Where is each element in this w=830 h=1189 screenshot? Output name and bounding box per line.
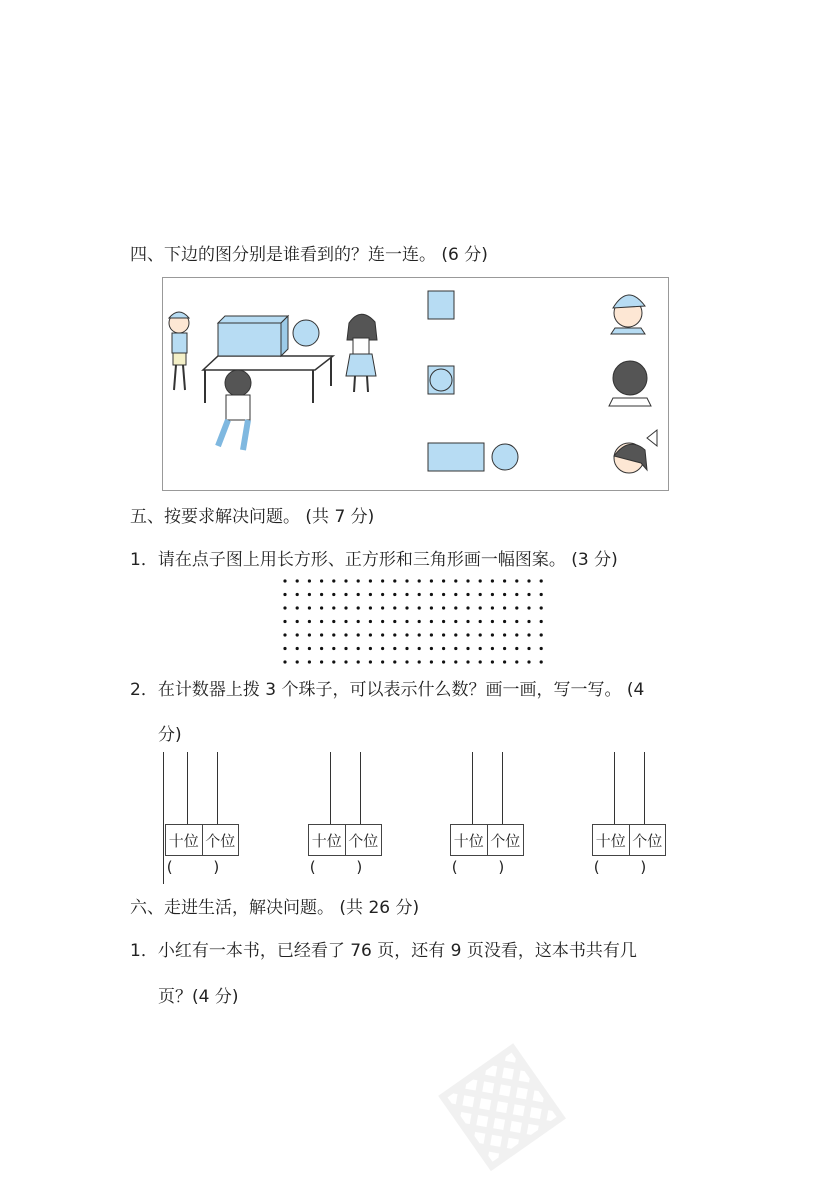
grid-dot bbox=[332, 660, 335, 663]
grid-dot bbox=[393, 606, 396, 609]
grid-dot bbox=[405, 579, 408, 582]
abacus-2[interactable] bbox=[308, 752, 382, 876]
grid-dot bbox=[540, 579, 543, 582]
grid-dot bbox=[466, 647, 469, 650]
grid-dot bbox=[418, 606, 421, 609]
grid-dot bbox=[296, 660, 299, 663]
boy-with-cap bbox=[169, 312, 189, 390]
grid-dot bbox=[540, 593, 543, 596]
grid-dot bbox=[503, 606, 506, 609]
grid-dot bbox=[381, 606, 384, 609]
girl-with-bow bbox=[346, 314, 377, 392]
grid-dot bbox=[308, 660, 311, 663]
grid-dot bbox=[405, 647, 408, 650]
grid-dot bbox=[479, 593, 482, 596]
grid-dot bbox=[344, 660, 347, 663]
grid-dot bbox=[466, 606, 469, 609]
grid-dot bbox=[540, 647, 543, 650]
grid-dot bbox=[454, 620, 457, 623]
scene-illustration bbox=[163, 278, 668, 490]
grid-dot bbox=[283, 606, 286, 609]
grid-dot bbox=[393, 633, 396, 636]
section5-heading: 五、按要求解决问题。 (共 7 分) bbox=[130, 507, 375, 527]
grid-dot bbox=[430, 660, 433, 663]
view-square bbox=[428, 291, 454, 319]
grid-dot bbox=[308, 606, 311, 609]
grid-dot bbox=[466, 633, 469, 636]
grid-dot bbox=[442, 620, 445, 623]
grid-dot bbox=[503, 579, 506, 582]
head-boy-with-cap bbox=[611, 295, 645, 334]
grid-dot bbox=[393, 620, 396, 623]
section6-q1-line1: 1．小红有一本书，已经看了 76 页，还有 9 页没看，这本书共有几 bbox=[130, 941, 637, 961]
grid-dot bbox=[491, 633, 494, 636]
grid-dot bbox=[320, 620, 323, 623]
grid-dot bbox=[320, 647, 323, 650]
dot-grid[interactable] bbox=[282, 578, 548, 666]
ones-label: 个位 bbox=[629, 825, 666, 855]
grid-dot bbox=[479, 633, 482, 636]
ones-label: 个位 bbox=[345, 825, 382, 855]
section5-q2-line1: 2．在计数器上拨 3 个珠子，可以表示什么数？画一画，写一写。 (4 bbox=[130, 680, 645, 700]
grid-dot bbox=[320, 579, 323, 582]
table bbox=[203, 356, 333, 403]
grid-dot bbox=[369, 579, 372, 582]
view-square-with-circle bbox=[428, 366, 454, 394]
section4-heading: 四、下边的图分别是谁看到的？连一连。 (6 分) bbox=[130, 245, 488, 265]
grid-dot bbox=[503, 660, 506, 663]
grid-dot bbox=[491, 579, 494, 582]
grid-dot bbox=[283, 633, 286, 636]
boy-from-behind bbox=[218, 370, 251, 450]
grid-dot bbox=[393, 647, 396, 650]
grid-dot bbox=[296, 647, 299, 650]
tens-label: 十位 bbox=[168, 831, 199, 850]
grid-dot bbox=[527, 633, 530, 636]
grid-dot bbox=[430, 579, 433, 582]
ones-label: 个位 bbox=[202, 825, 239, 855]
grid-dot bbox=[527, 606, 530, 609]
grid-dot bbox=[320, 660, 323, 663]
grid-dot bbox=[381, 660, 384, 663]
grid-dot bbox=[527, 620, 530, 623]
grid-dot bbox=[540, 620, 543, 623]
ones-label: 个位 bbox=[487, 825, 524, 855]
grid-dot bbox=[527, 579, 530, 582]
grid-dot bbox=[283, 647, 286, 650]
grid-dot bbox=[454, 593, 457, 596]
grid-dot bbox=[454, 606, 457, 609]
grid-dot bbox=[296, 620, 299, 623]
grid-dot bbox=[491, 593, 494, 596]
grid-dot bbox=[515, 633, 518, 636]
grid-dot bbox=[344, 620, 347, 623]
grid-dot bbox=[283, 620, 286, 623]
grid-dot bbox=[308, 593, 311, 596]
grid-dot bbox=[357, 620, 360, 623]
grid-dot bbox=[454, 579, 457, 582]
grid-dot bbox=[418, 593, 421, 596]
grid-dot bbox=[381, 647, 384, 650]
grid-dot bbox=[369, 593, 372, 596]
grid-dot bbox=[369, 660, 372, 663]
grid-dot bbox=[283, 593, 286, 596]
grid-dot bbox=[515, 647, 518, 650]
grid-dot bbox=[527, 647, 530, 650]
grid-dot bbox=[430, 647, 433, 650]
ball-on-table bbox=[293, 320, 319, 346]
grid-dot bbox=[466, 620, 469, 623]
grid-dot bbox=[442, 647, 445, 650]
grid-dot bbox=[418, 620, 421, 623]
abacus-frame-line bbox=[163, 752, 164, 884]
observation-scene bbox=[162, 277, 669, 491]
tens-label: 十位 bbox=[595, 831, 626, 850]
grid-dot bbox=[442, 633, 445, 636]
grid-dot bbox=[357, 593, 360, 596]
grid-dot bbox=[479, 620, 482, 623]
grid-dot bbox=[527, 660, 530, 663]
grid-dot bbox=[296, 593, 299, 596]
grid-dot bbox=[357, 633, 360, 636]
grid-dot bbox=[491, 660, 494, 663]
grid-dot bbox=[357, 579, 360, 582]
grid-dot bbox=[296, 579, 299, 582]
grid-dot bbox=[308, 633, 311, 636]
grid-dot bbox=[430, 606, 433, 609]
grid-dot bbox=[540, 606, 543, 609]
grid-dot bbox=[405, 606, 408, 609]
grid-dot bbox=[393, 579, 396, 582]
section5-q1: 1．请在点子图上用长方形、正方形和三角形画一幅图案。 (3 分) bbox=[130, 550, 618, 570]
grid-dot bbox=[308, 647, 311, 650]
grid-dot bbox=[503, 593, 506, 596]
grid-dot bbox=[308, 620, 311, 623]
answer-blank[interactable]: ( ) bbox=[309, 858, 381, 876]
grid-dot bbox=[491, 647, 494, 650]
grid-dot bbox=[332, 579, 335, 582]
grid-dot bbox=[405, 620, 408, 623]
watermark: ▩ bbox=[410, 1010, 584, 1189]
grid-dot bbox=[418, 579, 421, 582]
grid-dot bbox=[454, 633, 457, 636]
grid-dot bbox=[466, 593, 469, 596]
grid-dot bbox=[296, 633, 299, 636]
grid-dot bbox=[381, 633, 384, 636]
grid-dot bbox=[283, 579, 286, 582]
answer-blank[interactable]: ( ) bbox=[593, 858, 665, 876]
head-boy-from-behind bbox=[609, 361, 651, 406]
abacus-1[interactable] bbox=[165, 752, 239, 876]
section6-heading: 六、走进生活，解决问题。 (共 26 分) bbox=[130, 898, 420, 918]
grid-dot bbox=[308, 579, 311, 582]
grid-dot bbox=[344, 579, 347, 582]
grid-dot bbox=[405, 633, 408, 636]
grid-dot bbox=[357, 647, 360, 650]
answer-blank[interactable]: ( ) bbox=[166, 858, 238, 876]
grid-dot bbox=[430, 593, 433, 596]
grid-dot bbox=[491, 620, 494, 623]
grid-dot bbox=[466, 579, 469, 582]
grid-dot bbox=[454, 660, 457, 663]
abacus-4[interactable] bbox=[592, 752, 666, 876]
grid-dot bbox=[430, 633, 433, 636]
section6-q1-line2: 页？(4 分) bbox=[158, 987, 239, 1007]
grid-dot bbox=[283, 660, 286, 663]
grid-dot bbox=[369, 620, 372, 623]
grid-dot bbox=[479, 606, 482, 609]
grid-dot bbox=[320, 606, 323, 609]
view-rectangle-and-circle bbox=[428, 443, 518, 471]
grid-dot bbox=[418, 633, 421, 636]
grid-dot bbox=[503, 647, 506, 650]
grid-dot bbox=[405, 593, 408, 596]
grid-dot bbox=[540, 660, 543, 663]
grid-dot bbox=[332, 647, 335, 650]
grid-dot bbox=[344, 593, 347, 596]
grid-dot bbox=[418, 660, 421, 663]
grid-dot bbox=[320, 593, 323, 596]
grid-dot bbox=[442, 660, 445, 663]
grid-dot bbox=[515, 579, 518, 582]
grid-dot bbox=[479, 579, 482, 582]
grid-dot bbox=[357, 606, 360, 609]
tens-label: 十位 bbox=[453, 831, 484, 850]
grid-dot bbox=[515, 620, 518, 623]
grid-dot bbox=[442, 579, 445, 582]
grid-dot bbox=[418, 647, 421, 650]
grid-dot bbox=[466, 660, 469, 663]
answer-blank[interactable]: ( ) bbox=[451, 858, 523, 876]
grid-dot bbox=[503, 633, 506, 636]
grid-dot bbox=[491, 606, 494, 609]
grid-dot bbox=[369, 633, 372, 636]
grid-dot bbox=[381, 620, 384, 623]
grid-dot bbox=[393, 660, 396, 663]
grid-dot bbox=[332, 620, 335, 623]
grid-dot bbox=[344, 606, 347, 609]
section5-q2-line2: 分) bbox=[158, 725, 182, 745]
grid-dot bbox=[442, 606, 445, 609]
grid-dot bbox=[527, 593, 530, 596]
grid-dot bbox=[540, 633, 543, 636]
grid-dot bbox=[381, 593, 384, 596]
grid-dot bbox=[515, 606, 518, 609]
grid-dot bbox=[332, 633, 335, 636]
grid-dot bbox=[344, 647, 347, 650]
grid-dot bbox=[369, 606, 372, 609]
grid-dot bbox=[332, 606, 335, 609]
grid-dot bbox=[515, 593, 518, 596]
grid-dot bbox=[405, 660, 408, 663]
grid-dot bbox=[369, 647, 372, 650]
grid-dot bbox=[381, 579, 384, 582]
abacus-3[interactable] bbox=[450, 752, 524, 876]
tens-label: 十位 bbox=[311, 831, 342, 850]
grid-dot bbox=[393, 593, 396, 596]
grid-dot bbox=[479, 660, 482, 663]
grid-dot bbox=[296, 606, 299, 609]
grid-dot bbox=[344, 633, 347, 636]
grid-dot bbox=[430, 620, 433, 623]
head-girl-with-bow bbox=[614, 430, 657, 473]
grid-dot bbox=[320, 633, 323, 636]
grid-dot bbox=[454, 647, 457, 650]
grid-dot bbox=[479, 647, 482, 650]
grid-dot bbox=[503, 620, 506, 623]
grid-dot bbox=[442, 593, 445, 596]
cuboid-on-table bbox=[218, 316, 288, 356]
grid-dot bbox=[332, 593, 335, 596]
grid-dot bbox=[515, 660, 518, 663]
grid-dot bbox=[357, 660, 360, 663]
